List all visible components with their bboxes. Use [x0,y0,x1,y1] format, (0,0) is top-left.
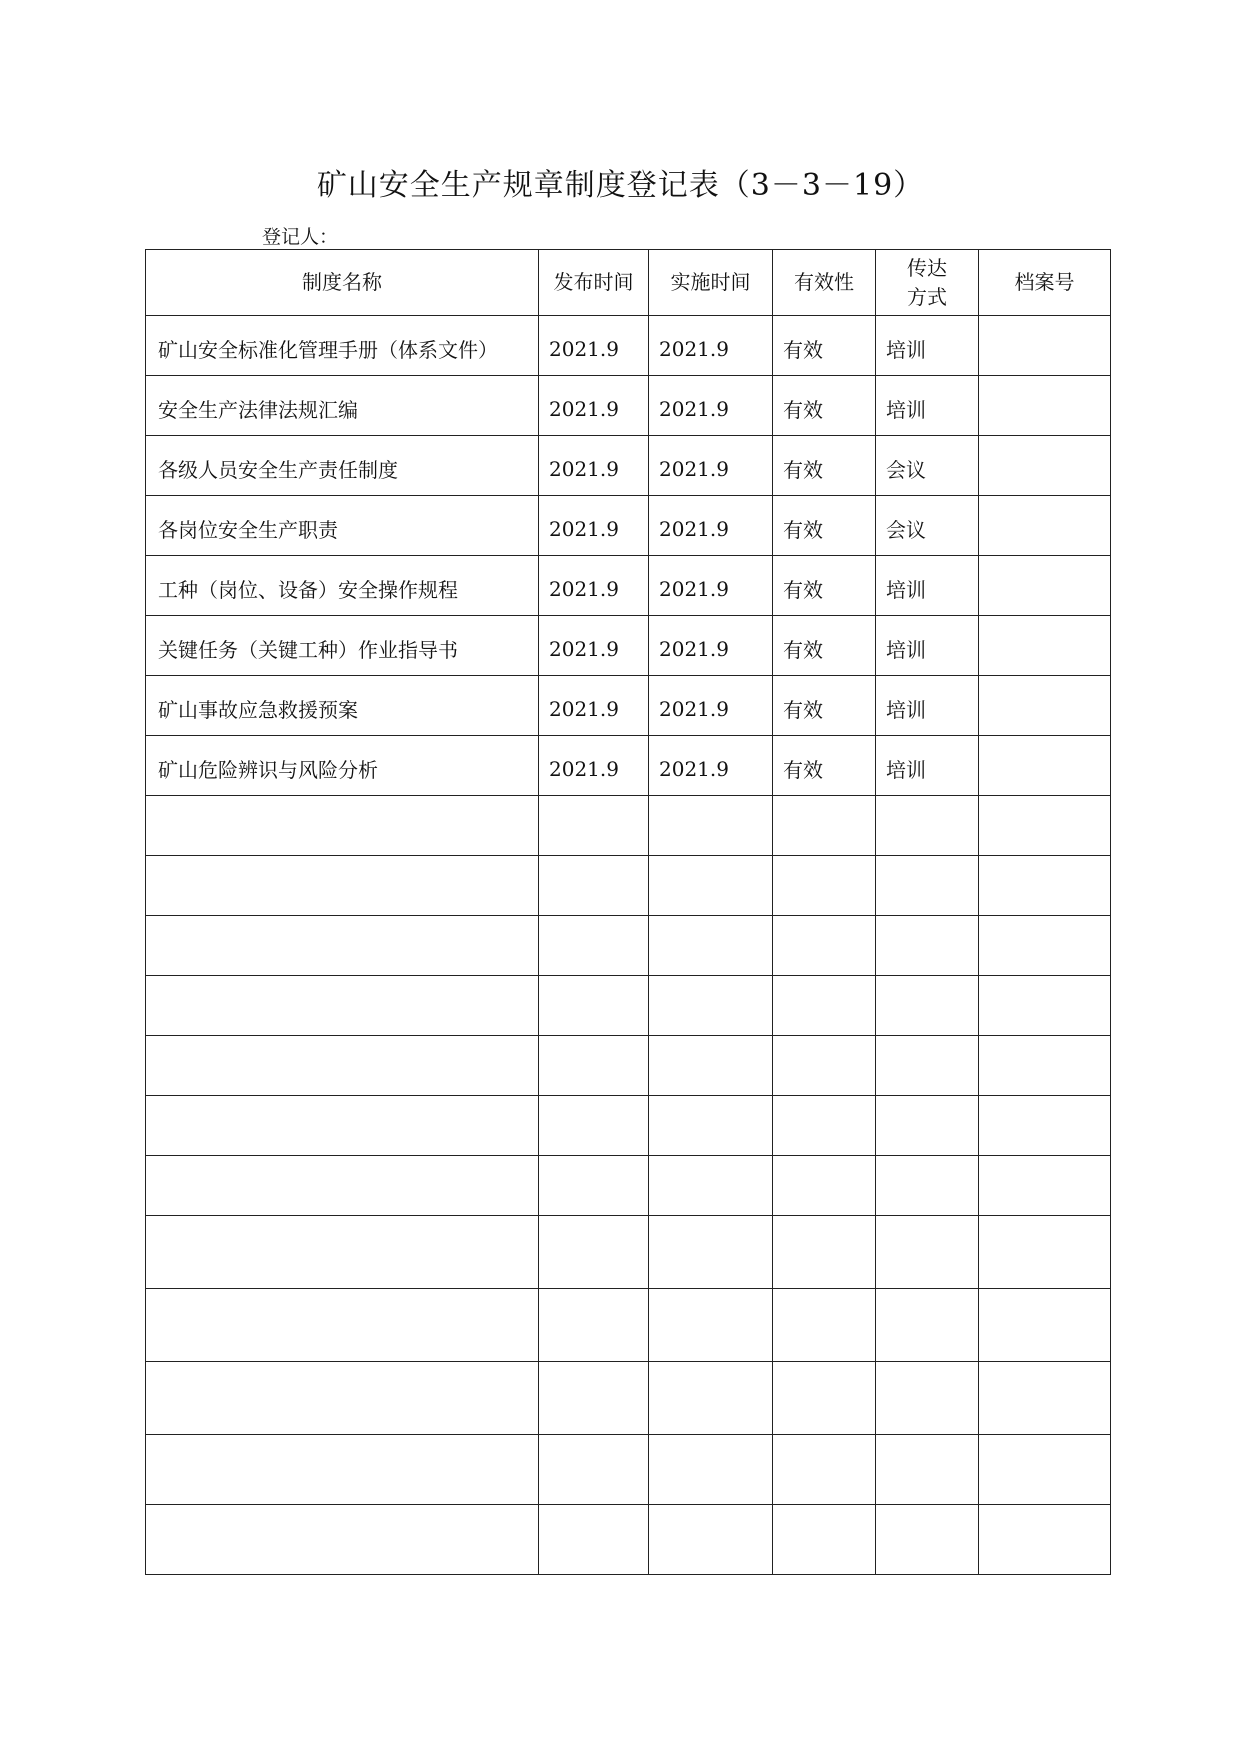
cell-regulation-name [146,1096,539,1156]
cell-issue-date [539,856,649,916]
registrar-label: 登记人： [262,226,339,248]
cell-regulation-name [146,1036,539,1096]
table-row [146,1505,1111,1575]
cell-issue-date [539,796,649,856]
cell-validity: 有效 [773,736,876,796]
cell-effective-date: 2021.9 [649,616,773,676]
cell-communication-method [876,796,979,856]
table-row [146,1289,1111,1362]
cell-issue-date [539,1036,649,1096]
cell-archive-number [979,436,1111,496]
cell-communication-method [876,1435,979,1505]
table-row [146,1435,1111,1505]
cell-communication-method [876,916,979,976]
cell-regulation-name [146,796,539,856]
table-row [146,436,1111,496]
cell-effective-date [649,856,773,916]
cell-issue-date: 2021.9 [539,556,649,616]
cell-issue-date [539,1505,649,1575]
cell-validity [773,1036,876,1096]
cell-archive-number [979,856,1111,916]
cell-issue-date: 2021.9 [539,316,649,376]
cell-regulation-name: 工种（岗位、设备）安全操作规程 [146,556,539,616]
table-row [146,1156,1111,1216]
table-row [146,316,1111,376]
cell-communication-method [876,1096,979,1156]
cell-communication-method: 培训 [876,736,979,796]
cell-validity: 有效 [773,496,876,556]
cell-regulation-name [146,916,539,976]
cell-issue-date [539,1216,649,1289]
cell-communication-method: 培训 [876,616,979,676]
cell-issue-date [539,916,649,976]
cell-effective-date: 2021.9 [649,676,773,736]
cell-validity: 有效 [773,676,876,736]
cell-issue-date: 2021.9 [539,676,649,736]
cell-archive-number [979,556,1111,616]
cell-archive-number [979,1156,1111,1216]
cell-communication-method: 培训 [876,316,979,376]
table-row [146,796,1111,856]
page-title: 矿山安全生产规章制度登记表（3－3－19） [316,168,925,203]
header-archive-number: 档案号 [979,250,1111,316]
cell-regulation-name: 矿山安全标准化管理手册（体系文件） [146,316,539,376]
cell-regulation-name: 各级人员安全生产责任制度 [146,436,539,496]
table-body [146,316,1111,1575]
cell-issue-date [539,1289,649,1362]
table-row [146,856,1111,916]
cell-issue-date: 2021.9 [539,616,649,676]
cell-validity [773,856,876,916]
table-row [146,916,1111,976]
table-row [146,556,1111,616]
header-issue-date: 发布时间 [539,250,649,316]
cell-effective-date [649,1096,773,1156]
header-regulation-name: 制度名称 [146,250,539,316]
table-row [146,616,1111,676]
cell-validity [773,796,876,856]
cell-archive-number [979,1505,1111,1575]
registration-table [145,249,1111,1575]
cell-archive-number [979,616,1111,676]
table-row [146,1362,1111,1435]
cell-issue-date [539,1435,649,1505]
table-row [146,376,1111,436]
cell-communication-method [876,1156,979,1216]
cell-communication-method: 培训 [876,556,979,616]
header-validity: 有效性 [773,250,876,316]
cell-archive-number [979,1036,1111,1096]
cell-communication-method: 培训 [876,376,979,436]
cell-archive-number [979,1216,1111,1289]
cell-validity [773,1289,876,1362]
cell-issue-date: 2021.9 [539,376,649,436]
table-row [146,1096,1111,1156]
cell-effective-date: 2021.9 [649,316,773,376]
cell-validity: 有效 [773,616,876,676]
cell-regulation-name: 关键任务（关键工种）作业指导书 [146,616,539,676]
cell-validity [773,1216,876,1289]
table-row [146,496,1111,556]
cell-communication-method [876,1216,979,1289]
cell-effective-date [649,1216,773,1289]
cell-validity [773,1435,876,1505]
cell-communication-method [876,1036,979,1096]
table-row [146,1216,1111,1289]
cell-archive-number [979,736,1111,796]
cell-effective-date [649,1505,773,1575]
cell-archive-number [979,1096,1111,1156]
cell-communication-method [876,1505,979,1575]
cell-effective-date [649,1362,773,1435]
table-row [146,976,1111,1036]
cell-validity: 有效 [773,376,876,436]
cell-regulation-name [146,856,539,916]
cell-archive-number [979,376,1111,436]
cell-regulation-name [146,976,539,1036]
cell-issue-date [539,976,649,1036]
cell-regulation-name [146,1289,539,1362]
cell-communication-method [876,976,979,1036]
cell-archive-number [979,976,1111,1036]
cell-regulation-name [146,1156,539,1216]
cell-archive-number [979,676,1111,736]
header-communication-method: 传达 方式 [876,250,979,316]
cell-validity [773,1096,876,1156]
cell-validity [773,1156,876,1216]
table-row [146,1036,1111,1096]
cell-regulation-name: 各岗位安全生产职责 [146,496,539,556]
cell-validity [773,916,876,976]
cell-archive-number [979,1289,1111,1362]
cell-communication-method [876,856,979,916]
cell-communication-method: 会议 [876,436,979,496]
cell-effective-date: 2021.9 [649,736,773,796]
cell-effective-date [649,796,773,856]
cell-issue-date [539,1362,649,1435]
table-row [146,676,1111,736]
cell-archive-number [979,796,1111,856]
cell-effective-date: 2021.9 [649,436,773,496]
cell-validity: 有效 [773,316,876,376]
cell-effective-date [649,1036,773,1096]
cell-regulation-name [146,1505,539,1575]
cell-effective-date: 2021.9 [649,376,773,436]
cell-issue-date: 2021.9 [539,736,649,796]
cell-regulation-name [146,1362,539,1435]
cell-communication-method: 会议 [876,496,979,556]
cell-effective-date [649,1289,773,1362]
cell-communication-method [876,1362,979,1435]
header-effective-date: 实施时间 [649,250,773,316]
cell-communication-method [876,1289,979,1362]
cell-validity [773,976,876,1036]
cell-effective-date: 2021.9 [649,496,773,556]
cell-effective-date [649,976,773,1036]
cell-issue-date [539,1156,649,1216]
cell-effective-date [649,1156,773,1216]
cell-validity: 有效 [773,556,876,616]
cell-effective-date [649,916,773,976]
cell-communication-method: 培训 [876,676,979,736]
cell-archive-number [979,496,1111,556]
cell-archive-number [979,916,1111,976]
cell-regulation-name [146,1216,539,1289]
cell-validity: 有效 [773,436,876,496]
table-header [146,250,1111,316]
cell-issue-date: 2021.9 [539,496,649,556]
cell-validity [773,1505,876,1575]
cell-archive-number [979,1435,1111,1505]
cell-regulation-name: 矿山危险辨识与风险分析 [146,736,539,796]
header-row [146,250,1111,316]
cell-regulation-name [146,1435,539,1505]
cell-issue-date [539,1096,649,1156]
cell-archive-number [979,1362,1111,1435]
cell-effective-date: 2021.9 [649,556,773,616]
cell-effective-date [649,1435,773,1505]
table-row [146,736,1111,796]
cell-regulation-name: 矿山事故应急救援预案 [146,676,539,736]
cell-regulation-name: 安全生产法律法规汇编 [146,376,539,436]
cell-archive-number [979,316,1111,376]
cell-validity [773,1362,876,1435]
cell-issue-date: 2021.9 [539,436,649,496]
